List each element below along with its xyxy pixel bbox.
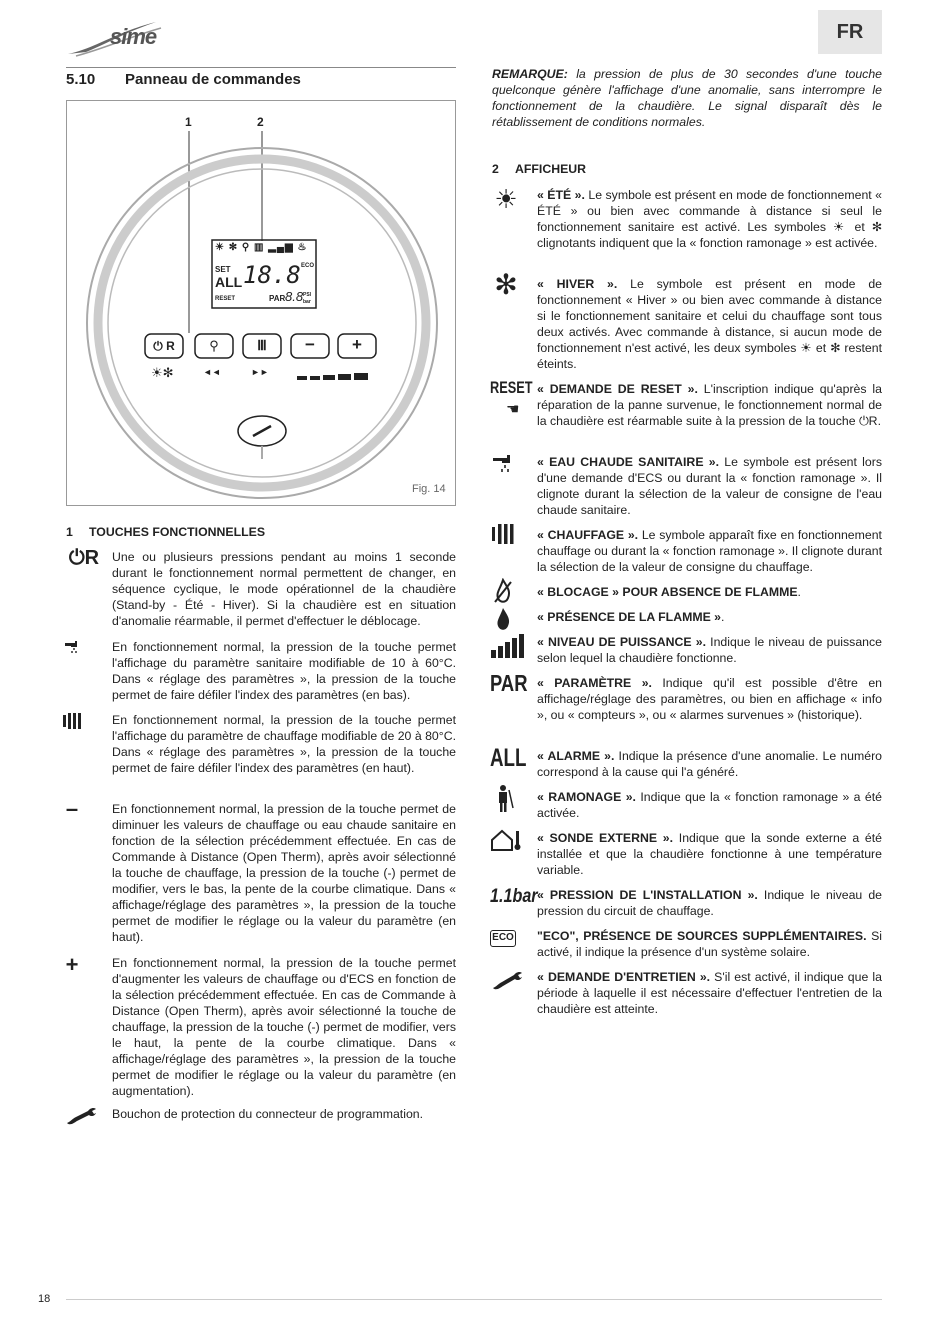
hand-icon: ☚ xyxy=(506,401,520,418)
figure-caption: Fig. 14 xyxy=(412,483,446,495)
sun-icon: ☀ xyxy=(494,184,518,214)
remark-label: REMARQUE: xyxy=(492,67,568,81)
lcd-digits: 18.8 xyxy=(243,261,301,289)
flame-icon xyxy=(492,606,514,632)
touche-4-text: En fonctionnement normal, la pression de la touche permet de diminuer les valeurs de chauffage ou eau chaude sanitaire en fonction de la sélection précédemment effectuée. En cas de Commande à Distance (Open Therm), après avoir sélectionné la touche de chauffage, la pression de la touche (-) permet de modifier, vers le bas, la pente de la courbe climatique. Dans « affichage/réglage des paramètres », la pression de la touche permet de modifier le réglage ou la valeur du paramètre (en haut). xyxy=(112,802,456,944)
lcd-all: ALL xyxy=(215,274,243,290)
touches-heading: TOUCHES FONCTIONNELLES xyxy=(89,525,266,539)
afficheur-alarme: « ALARME ». Indique la présence d'une anomalie. Le numéro correspond à la cause qui l'a généré. xyxy=(537,749,882,779)
afficheur-flamme: « PRÉSENCE DE LA FLAMME ». xyxy=(537,610,725,624)
touche-1-text: Une ou plusieurs pressions pendant au moins 1 seconde durant le fonctionnement normal permettent de changer, en séquence cyclique, le mode opérationnel de la chaudière (Stand-by - Été - Hiver). Si la chaudière est en situation d'anomalie réarmable, il permet d'effectuer le déblocage. xyxy=(112,550,456,628)
plus-button[interactable]: + xyxy=(352,335,362,354)
power-level-icon xyxy=(490,632,524,658)
chimney-sweep-icon xyxy=(492,784,516,814)
minus-icon: – xyxy=(65,796,79,821)
afficheur-chauffage: « CHAUFFAGE ». Le symbole apparaît fixe en fonctionnement chauffage ou durant la « fonction ramonage ». Il clignote durant la sélection de la valeur de consigne du chauffage. xyxy=(537,528,883,574)
eco-icon: ECO xyxy=(490,930,516,947)
lcd-unit-psi: PSI xyxy=(303,292,312,298)
section-title: Panneau de commandes xyxy=(125,71,301,88)
faucet-icon xyxy=(62,638,82,656)
afficheur-reset: « DEMANDE DE RESET ». L'inscription indique qu'après la réparation de la panne survenue, le fonctionnement normal de la chaudière est réarmable suite à la pression de la touche ⏻R. xyxy=(537,382,882,428)
up-legend: ►► xyxy=(251,367,269,377)
touche-3-text: En fonctionnement normal, la pression de la touche permet l'affichage du paramètre de chauffage modifiable de 20 à 80°C. Dans « réglage des paramètres », la pression de la touche permet de faire défiler l'index des paramètres (en haut). xyxy=(112,713,456,775)
radiator-icon xyxy=(62,711,84,731)
touches-heading-number: 1 xyxy=(66,525,73,539)
brand-name: sime xyxy=(110,24,157,49)
reset-icon: RESET xyxy=(490,378,533,397)
lcd-reset: RESET xyxy=(215,296,236,302)
touche-6-text: Bouchon de protection du connecteur de programmation. xyxy=(112,1107,424,1121)
language-badge: FR xyxy=(818,10,882,54)
all-icon: ALL xyxy=(490,744,527,772)
outdoor-sensor-icon xyxy=(490,828,524,852)
footer-rule xyxy=(66,1299,882,1300)
heating-button[interactable] xyxy=(245,337,279,354)
lcd-par-digits: 8.8 xyxy=(285,289,304,304)
plus-icon: + xyxy=(65,952,79,977)
remark-text: la pression de plus de 30 secondes d'une touche quelconque génère l'affichage d'une anomalie, sans interrompre le fonctionnement de la chaudière. Le signal disparaît dès le rétablissement de conditions normales. xyxy=(492,67,882,129)
afficheur-entretien: « DEMANDE D'ENTRETIEN ». S'il est activé, il indique que la période à laquelle il est nécessaire d'effectuer l'entretien de la chaudière est atteinte. xyxy=(537,970,882,1016)
afficheur-pression: « PRESSION DE L'INSTALLATION ». Indique le niveau de pression du circuit de chauffage. xyxy=(537,888,883,918)
afficheur-parametre: « PARAMÈTRE ». Indique qu'il est possible d'être en affichage/réglage des paramètres, ou bien en affichage « info », ou « compteurs », ou « alarmes survenues » (historique). xyxy=(537,676,882,722)
afficheur-heading: AFFICHEUR xyxy=(515,162,587,176)
section-rule xyxy=(66,67,456,68)
par-icon: PAR xyxy=(490,670,528,696)
afficheur-sonde: « SONDE EXTERNE ». Indique que la sonde externe a été installée et que la chaudière fonctionne à une température variable. xyxy=(537,831,882,877)
wrench-icon xyxy=(490,968,524,992)
lcd-set: SET xyxy=(215,265,231,274)
afficheur-ete: « ÉTÉ ». Le symbole est présent en mode de fonctionnement « ÉTÉ » ou bien avec commande à distance si seul le fonctionnement sanitaire est activé. Les symboles ☀ et ✻ clignotants indiquent que la « fonction ramonage » est activée. xyxy=(537,188,882,250)
wrench-icon xyxy=(64,1105,98,1127)
afficheur-ramonage: « RAMONAGE ». Indique que la « fonction ramonage » a été activée. xyxy=(537,790,882,820)
faucet-icon: ⚲ xyxy=(209,338,219,353)
lcd-unit-bar: bar xyxy=(303,299,311,305)
power-reset-icon: ⏻R xyxy=(68,547,100,569)
down-legend: ◄◄ xyxy=(203,367,221,377)
control-panel-drawing xyxy=(67,101,457,507)
lcd-icon-row: ☀ ✻ ⚲ ▥ ▂▄▆ ♨ xyxy=(215,242,308,253)
touche-5-text: En fonctionnement normal, la pression de la touche permet d'augmenter les valeurs de chauffage ou d'ECS en fonction de la sélection précédemment effectuée. En cas de Commande à Distance (Open Therm), après avoir sélectionné la touche de chauffage, la pression de la touche (-) permet de modifier, vers le haut, la pente de la courbe climatique. Dans « affichage/réglage des paramètres », la pression de la touche permet de modifier le réglage ou la valeur du paramètre (en augmentation). xyxy=(112,956,456,1098)
page-number: 18 xyxy=(38,1293,51,1305)
minus-button[interactable]: − xyxy=(305,335,315,354)
afficheur-blocage: « BLOCAGE » POUR ABSENCE DE FLAMME. xyxy=(537,585,801,599)
radiator-icon xyxy=(490,522,516,546)
callout-1: 1 xyxy=(185,115,192,129)
lcd-par: PAR xyxy=(269,294,286,303)
afficheur-puissance: « NIVEAU DE PUISSANCE ». Indique le niveau de puissance selon lequel la chaudière fonctionne. xyxy=(537,635,882,665)
afficheur-hiver: « HIVER ». Le symbole est présent en mode de fonctionnement « Hiver » ou bien avec commande à distance si le fonctionnement sanitaire et celui du chauffage sont tous deux activés. Avec commande à distance, si aucun mode de fonctionnement n'est activé, les deux symboles ☀ et ✻ restent éteints. xyxy=(537,277,883,371)
callout-2: 2 xyxy=(257,115,264,129)
radiator-icon: Ⅲ xyxy=(257,337,267,353)
control-panel-figure xyxy=(66,100,456,506)
section-number: 5.10 xyxy=(66,71,96,88)
remark-paragraph xyxy=(492,66,882,130)
touche-2-text: En fonctionnement normal, la pression de la touche permet l'affichage du paramètre sanitaire modifiable de 10 à 60°C. Dans « réglage des paramètres », la pression de la touche permet de faire défiler l'index des paramètres (en bas). xyxy=(112,640,456,702)
pressure-icon: 1.1bar xyxy=(490,886,538,907)
afficheur-heading-number: 2 xyxy=(492,162,499,176)
lcd-eco: ECO xyxy=(301,263,315,269)
dhw-button[interactable] xyxy=(197,338,231,354)
faucet-icon xyxy=(490,452,516,474)
power-reset-button[interactable]: ⏻ R xyxy=(153,339,175,353)
snowflake-icon: ✻ xyxy=(494,269,518,300)
mode-legend: ☀✻ xyxy=(151,365,174,380)
afficheur-eco: "ECO", PRÉSENCE DE SOURCES SUPPLÉMENTAIRES. Si activé, il indique la présence d'un système solaire. xyxy=(537,929,882,959)
flame-crossed-icon xyxy=(492,578,514,606)
afficheur-ecs: « EAU CHAUDE SANITAIRE ». Le symbole est présent lors d'une demande d'ECS ou durant la « fonction ramonage ». Il clignote durant la sélection de la valeur de consigne de l'eau chaude sanitaire. xyxy=(537,455,882,517)
